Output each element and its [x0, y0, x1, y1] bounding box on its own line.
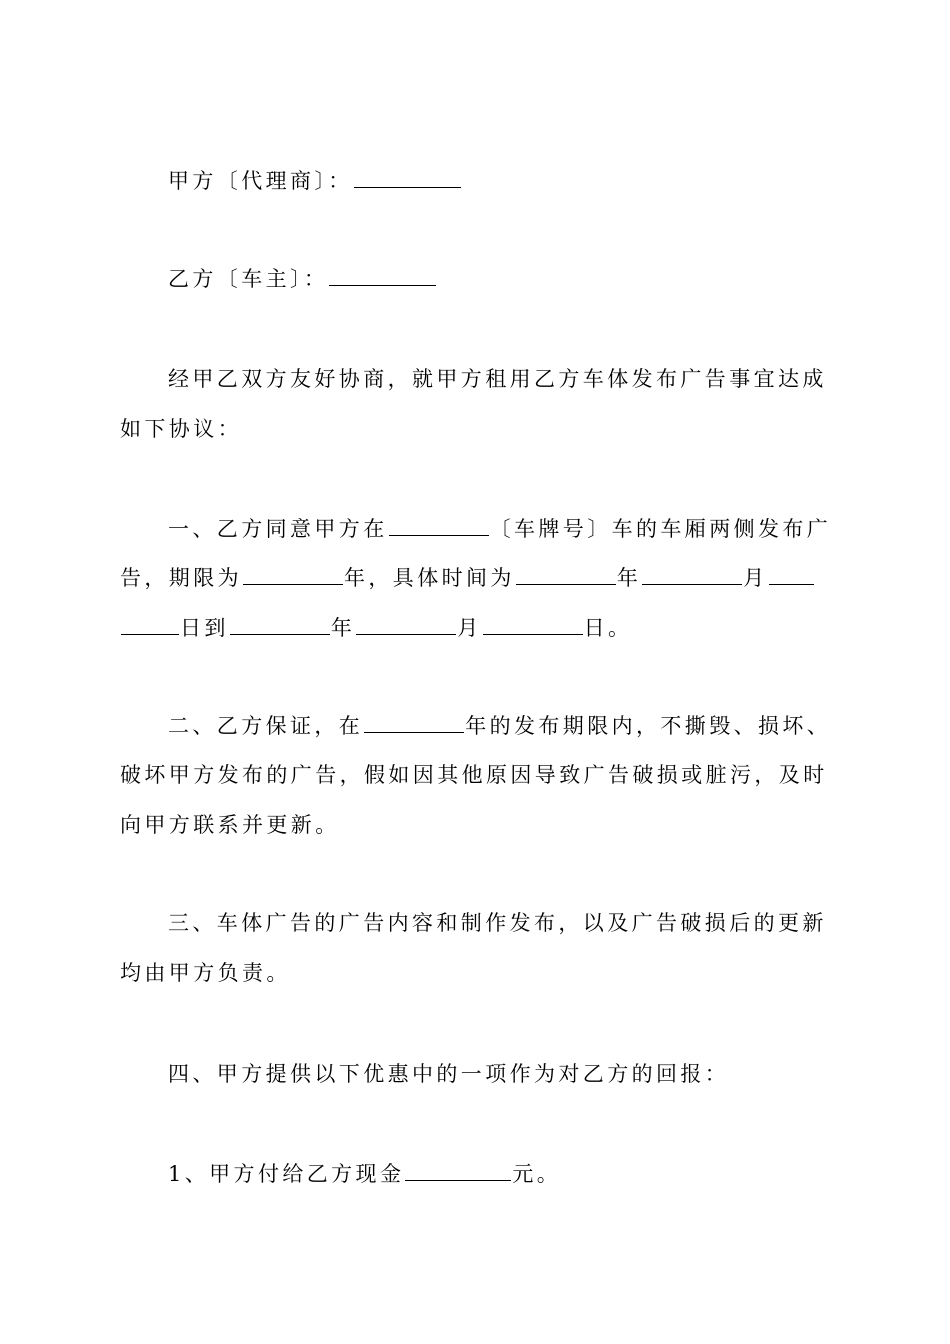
- clause-2-text-b: 年的发布期限内，不撕毁、损坏、: [465, 714, 832, 738]
- clause-1-text-f: 月: [743, 566, 768, 590]
- party-a-line: [168, 167, 880, 194]
- clause-1-text-b: 〔车牌号〕车的车厢两侧发布广: [489, 517, 832, 541]
- clause-2-line-2: [120, 762, 832, 788]
- clause-1-text-e: 年: [616, 566, 642, 590]
- intro-text-2: 如下协议：: [120, 417, 242, 441]
- party-b-blank: [329, 265, 436, 286]
- clause-3-text-b: 均由甲方负责。: [120, 961, 291, 985]
- clause-3-text-a: 三、车体广告的广告内容和制作发布，以及广告破损后的更新: [168, 911, 827, 935]
- clause-1-text-d: 年，具体时间为: [344, 566, 515, 590]
- start-day-blank-part-1: [769, 564, 814, 585]
- clause-1-text-a: 一、乙方同意甲方在: [168, 517, 388, 541]
- intro-text-1: 经甲乙双方友好协商，就甲方租用乙方车体发布广告事宜达成: [168, 367, 827, 391]
- term-years-blank: [243, 564, 343, 585]
- clause-1-text-g: 日到: [180, 616, 229, 640]
- intro-line-2: [120, 416, 832, 442]
- start-month-blank: [642, 564, 742, 585]
- clause-4-line-1: [168, 1061, 880, 1087]
- clause-2-text-a: 二、乙方保证，在: [168, 714, 364, 738]
- clause-2-line-3: [120, 812, 832, 838]
- clause-1-line-2: [120, 564, 832, 591]
- start-year-blank: [516, 564, 616, 585]
- party-b-line: [168, 265, 880, 292]
- clause-1-text-c: 告，期限为: [120, 566, 242, 590]
- clause-1-text-i: 月: [457, 616, 482, 640]
- clause-2-text-c: 破坏甲方发布的广告，假如因其他原因导致广告破损或脏污，及时: [120, 763, 828, 787]
- start-day-blank-part-2: [121, 614, 179, 635]
- end-day-blank: [483, 614, 583, 635]
- clause-3-line-2: [120, 960, 832, 986]
- clause-1-text-h: 年: [330, 616, 356, 640]
- clause-1-line-3: [120, 614, 832, 641]
- clause-4-text: 四、甲方提供以下优惠中的一项作为对乙方的回报：: [168, 1062, 730, 1086]
- clause-1-text-j: 日。: [583, 616, 633, 640]
- plate-number-blank: [389, 515, 489, 536]
- item-1-text-a: 1、甲方付给乙方现金: [168, 1162, 405, 1186]
- party-a-blank: [354, 167, 461, 188]
- party-a-label: 甲方〔代理商〕：: [168, 169, 353, 193]
- party-b-label: 乙方〔车主〕：: [168, 267, 329, 291]
- intro-line-1: [168, 366, 880, 392]
- end-month-blank: [356, 614, 456, 635]
- publish-years-blank: [364, 712, 464, 733]
- clause-1-line-1: [168, 515, 880, 542]
- clause-2-line-1: [168, 712, 880, 739]
- clause-3-line-1: [168, 910, 880, 936]
- cash-amount-blank: [405, 1160, 511, 1181]
- clause-2-text-d: 向甲方联系并更新。: [120, 813, 340, 837]
- end-year-blank: [230, 614, 330, 635]
- item-1-text-b: 元。: [512, 1162, 562, 1186]
- item-1-line: [168, 1160, 880, 1187]
